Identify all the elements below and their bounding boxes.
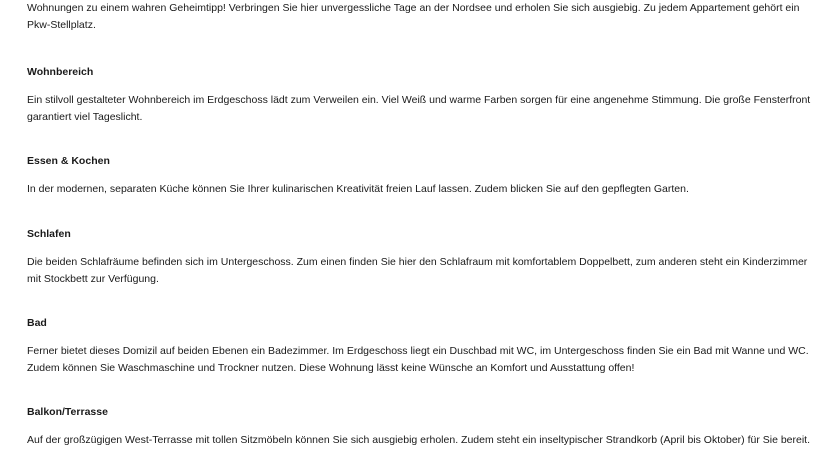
section-text: Die beiden Schlafräume befinden sich im Untergeschoss. Zum einen finden Sie hier den Schlafraum mit komfortablem Doppelbett, zum anderen steht ein Kinderzimmer mit Stockbett zur Verfügung. <box>27 256 808 285</box>
section-wohnbereich <box>27 65 817 126</box>
section-schlafen <box>27 227 817 288</box>
section-bad <box>27 316 817 377</box>
section-text: Auf der großzügigen West-Terrasse mit tollen Sitzmöbeln können Sie sich ausgiebig erholen. Zudem steht ein inseltypischer Strandkorb (April bis Oktober) für Sie bereit. <box>27 434 811 446</box>
section-heading: Bad <box>27 317 47 329</box>
section-heading: Wohnbereich <box>27 66 94 78</box>
description-content <box>27 0 817 446</box>
section-heading: Balkon/Terrasse <box>27 406 108 418</box>
section-heading: Schlafen <box>27 228 71 240</box>
section-text: Ferner bietet dieses Domizil auf beiden Ebenen ein Badezimmer. Im Erdgeschoss liegt ein Duschbad mit WC, im Untergeschoss finden Sie ein Bad mit Wanne und WC. Zudem können Sie Waschmaschine und Trockner nutzen. Diese Wohnung lässt keine Wünsche an Komfort und Ausstattung offen! <box>27 345 809 374</box>
section-heading: Essen & Kochen <box>27 155 110 167</box>
intro-paragraph: Wohnungen zu einem wahren Geheimtipp! Verbringen Sie hier unvergessliche Tage an der Nordsee und erholen Sie sich ausgiebig. Zu jedem Appartement gehört ein Pkw-Stellplatz. <box>27 2 800 31</box>
section-essen-kochen <box>27 154 817 198</box>
section-balkon-terrasse <box>27 405 817 449</box>
section-text: In der modernen, separaten Küche können Sie Ihrer kulinarischen Kreativität freien Lauf lassen. Zudem blicken Sie auf den gepflegten Garten. <box>27 183 689 195</box>
section-text: Ein stilvoll gestalteter Wohnbereich im Erdgeschoss lädt zum Verweilen ein. Viel Weiß und warme Farben sorgen für eine angenehme Stimmung. Die große Fensterfront garantiert viel Tageslicht. <box>27 94 811 123</box>
